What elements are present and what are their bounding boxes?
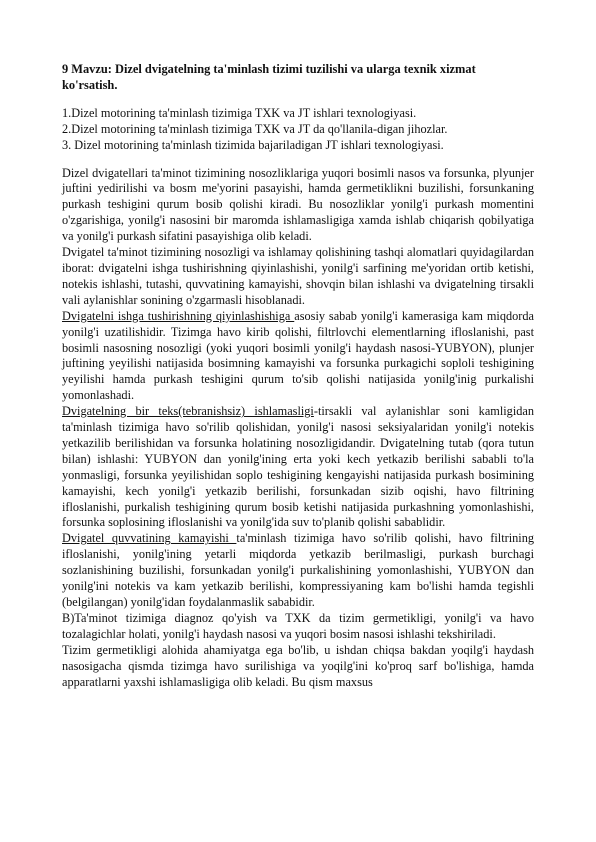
topic-plan xyxy=(62,106,534,154)
plan-item-2: 2.Dizel motorining ta'minlash tizimiga TXK va JT da qo'llanila-digan jihozlar. xyxy=(62,121,448,136)
paragraph-faults-overview: Dizel dvigatellari ta'minot tizimining nosozliklariga yuqori bosimli nasos va forsunka, plyunjer juftini yedirilishi va bosm me'yorini pasayishi, hamda germetiklikni buzilishi, forsunkaning purkash teshigini qurum bosib qolishi kiradi. Bu nosozliklar yonilg'i purkash momentini o'zgarishiga, yonilg'i nasosini bir maromda ishlamasligiga xamda ishlab chiqarish qobilyatiga va yonilg'i purkash sifatini pasayishiga olib keladi. xyxy=(62,165,534,244)
plan-item-3: 3. Dizel motorining ta'minlash tizimida bajariladigan JT ishlari texnologiyasi. xyxy=(62,137,444,152)
hard-start-heading: Dvigatelni ishga tushirishning qiyinlashishiga xyxy=(62,308,295,323)
paragraph-tightness: Tizim germetikligi alohida ahamiyatga ega bo'lib, u ishdan chiqsa bakdan yoqilg'i haydash nasosigacha qismda tizimga havo surilishiga va yoqilg'ini ko'proq sarf bo'lishiga, hamda apparatlarni yaxshi ishlamasligiga olib keladi. Bu qism maxsus xyxy=(62,642,534,689)
paragraph-hard-start xyxy=(62,309,534,404)
uneven-running-heading: Dvigatelning bir teks(tebranishsiz) ishlamasligi xyxy=(62,404,314,419)
power-loss-text: ta'minlash tizimiga havo so'rilib qolishi, havo filtrining ifloslanishi, yonilg'ining yetarli miqdorda yetkazib berilmasligi, purkash burchagi sozlanishining buzilishi, forsunkadan yonilg'i purkalishining yomonlashishi, YUBYON dan yonilg'ini notekis va kam yetkazib berilishi, kompressiyaning kam bo'lishi hamda tegishli (belgilangan) yonilg'idan foydalanmaslik sababidir. xyxy=(62,531,534,609)
paragraph-power-loss xyxy=(62,531,534,611)
uneven-running-text: -tirsakli val aylanishlar soni kamligidan ta'minlash tizimiga havo so'rilib qolishidan, yonilg'i nasosi seksiyalaridan yonilg'i notekis yetkazilib berilishidan va forsunka holatining nosozligidandir. Dvigatelning tutab (qora tutun bilan) ishlashi: YUBYON dan yonilg'ining erta yoki kech yetkazib berilishi sababli to'la yonmasligi, forsunka yeyilishidan soplo teshigining kengayishi natijasida purkash bosimining kamayishi, kech yonilg'i yetkazib berilishi, forsunkadan sizib oqishi, havo filtrining ifloslanishi, purkalish teshigining qurum bosib ketishi natijasida purkashning yomonlashishi, forsunka soplosining ifloslanishi va yonilg'ida suv to'planib qolishi sabablidir. xyxy=(62,404,534,530)
paragraph-external-symptoms: Dvigatel ta'minot tizimining nosozligi va ishlamay qolishining tashqi alomatlari quyidagilardan iborat: dvigatelni ishga tushirishning qiyinlashishi, yonilg'i sarfining me'yoridan ortib ketishi, notekis ishlashi, tutashi, quvvatining kamayishi, shovqin bilan ishlashi va dvigatelning tirsakli vali aylanishlar sonining o'zgarmasli hisoblanadi. xyxy=(62,245,534,307)
hard-start-text: asosiy sabab yonilg'i kamerasiga kam miqdorda yonilg'i uzatilishidir. Tizimga havo kirib qolishi, filtrlovchi elementlarning ifloslanishi, past bosimli nasosning nosozligi (yoki yuqori bosimli yonilg'i haydash nasosi-YUBYON), plunjer juftining yeyilishi natijasida bosimning kamayishi va forsunka purkagichi soploli teshigining yeyilishi hamda purkash teshigini qurum to'sib qolishi natijasida yonilg'inig purkalishi yomonlashadi. xyxy=(62,308,534,403)
paragraph-diagnosis: B)Ta'minot tizimiga diagnoz qo'yish va TXK da tizim germetikligi, yonilg'i va havo tozalagichlar holati, yonilg'i haydash nasosi va yuqori bosim nasosi ishlashi tekshiriladi. xyxy=(62,610,534,641)
paragraph-uneven-running xyxy=(62,404,534,531)
page-title: 9 Mavzu: Dizel dvigatelning ta'minlash tizimi tuzilishi va ularga texnik xizmat ko'rsatish. xyxy=(62,62,476,92)
power-loss-heading: Dvigatel quvvatining kamayishi xyxy=(62,531,237,546)
plan-item-1: 1.Dizel motorining ta'minlash tizimiga TXK va JT ishlari texnologiyasi. xyxy=(62,105,417,120)
